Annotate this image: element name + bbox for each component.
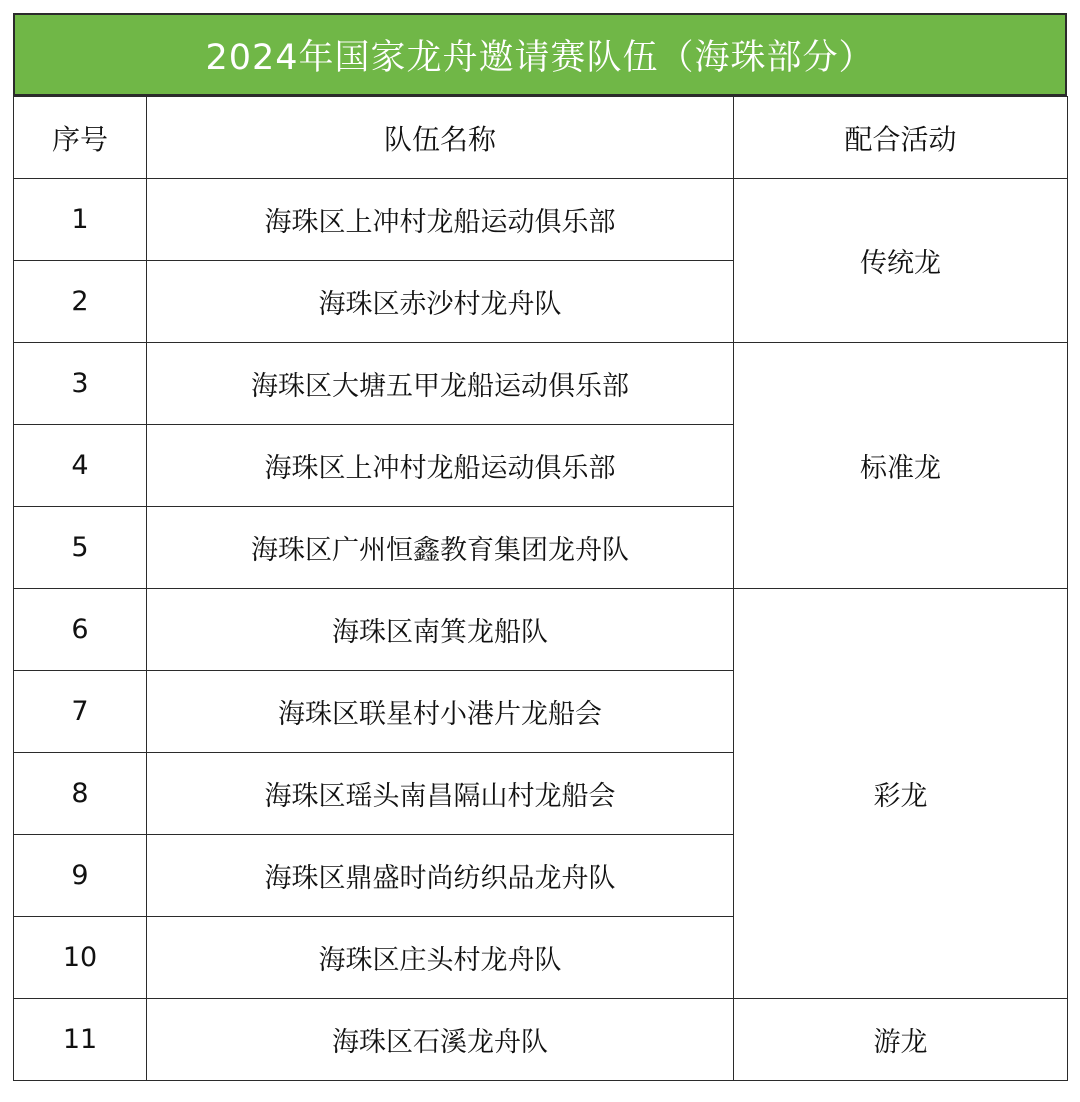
header-team: 队伍名称 <box>147 97 734 179</box>
team-name: 海珠区瑶头南昌隔山村龙船会 <box>147 753 734 835</box>
header-row <box>14 97 1068 179</box>
activity-cell: 游龙 <box>734 999 1068 1081</box>
teams-table <box>13 96 1068 1081</box>
team-name: 海珠区赤沙村龙舟队 <box>147 261 734 343</box>
row-number: 11 <box>14 999 147 1081</box>
row-number: 1 <box>14 179 147 261</box>
team-name: 海珠区上冲村龙船运动俱乐部 <box>147 425 734 507</box>
team-name: 海珠区石溪龙舟队 <box>147 999 734 1081</box>
activity-cell: 传统龙 <box>734 179 1068 343</box>
team-name: 海珠区上冲村龙船运动俱乐部 <box>147 179 734 261</box>
row-number: 5 <box>14 507 147 589</box>
row-number: 10 <box>14 917 147 999</box>
row-number: 2 <box>14 261 147 343</box>
row-number: 3 <box>14 343 147 425</box>
table-row <box>14 999 1068 1081</box>
team-name: 海珠区联星村小港片龙船会 <box>147 671 734 753</box>
activity-cell: 彩龙 <box>734 589 1068 999</box>
row-number: 4 <box>14 425 147 507</box>
table-row <box>14 589 1068 671</box>
row-number: 8 <box>14 753 147 835</box>
row-number: 9 <box>14 835 147 917</box>
team-name: 海珠区南箕龙船队 <box>147 589 734 671</box>
team-name: 海珠区广州恒鑫教育集团龙舟队 <box>147 507 734 589</box>
header-no: 序号 <box>14 97 147 179</box>
table-row <box>14 343 1068 425</box>
header-activity: 配合活动 <box>734 97 1068 179</box>
row-number: 6 <box>14 589 147 671</box>
table-title: 2024年国家龙舟邀请赛队伍（海珠部分） <box>13 13 1067 96</box>
row-number: 7 <box>14 671 147 753</box>
table-row <box>14 179 1068 261</box>
activity-cell: 标准龙 <box>734 343 1068 589</box>
team-name: 海珠区大塘五甲龙船运动俱乐部 <box>147 343 734 425</box>
team-name: 海珠区鼎盛时尚纺织品龙舟队 <box>147 835 734 917</box>
team-name: 海珠区庄头村龙舟队 <box>147 917 734 999</box>
